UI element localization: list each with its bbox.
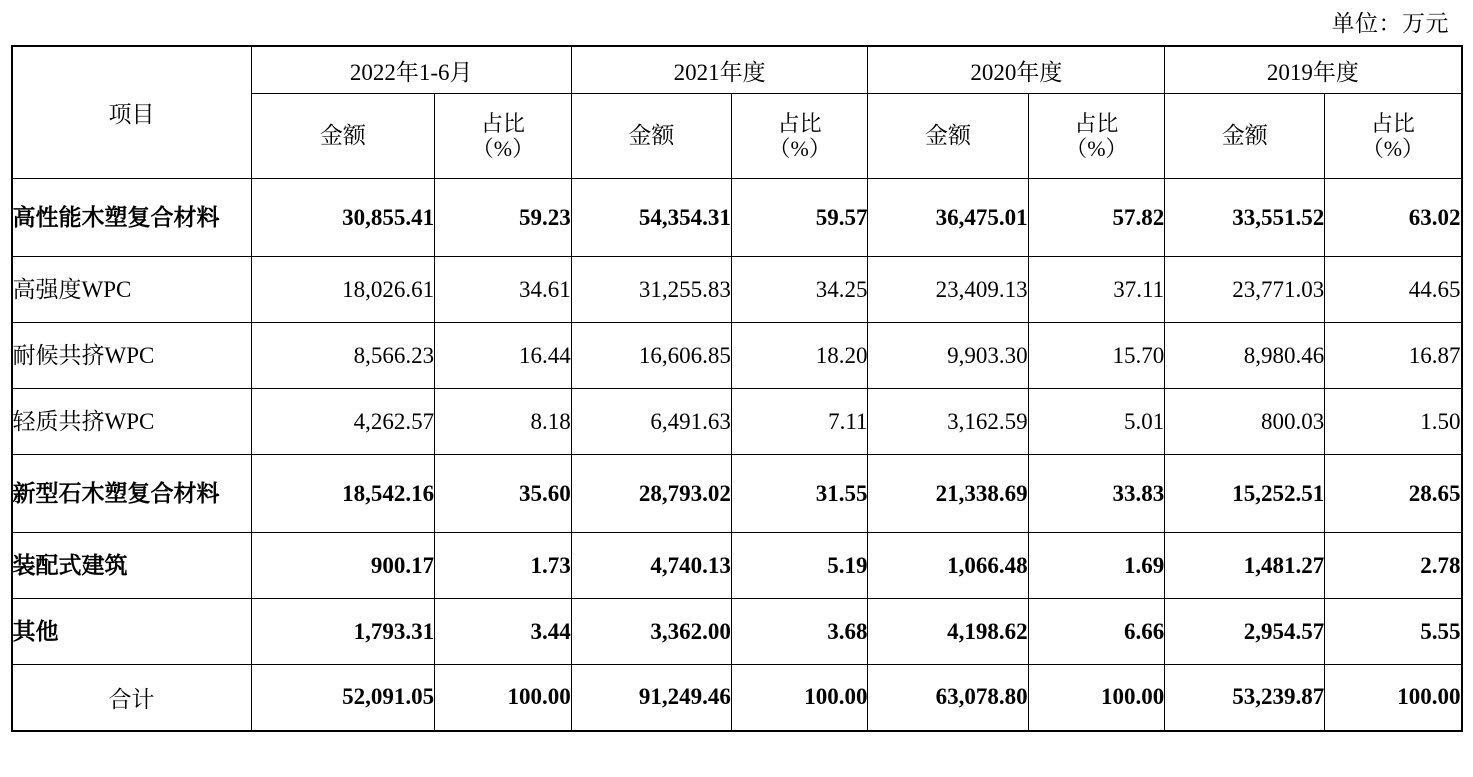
cell-4-0: 18,542.16 — [251, 455, 435, 533]
column-header-period-0: 2022年1-6月 — [251, 46, 571, 94]
cell-0-1: 59.23 — [435, 179, 572, 257]
cell-4-1: 35.60 — [435, 455, 572, 533]
row-label-6: 其他 — [12, 599, 252, 665]
cell-5-3: 5.19 — [731, 533, 868, 599]
cell-5-1: 1.73 — [435, 533, 572, 599]
row-label-5: 装配式建筑 — [12, 533, 252, 599]
cell-total-4: 63,078.80 — [868, 665, 1028, 731]
cell-5-5: 1.69 — [1028, 533, 1165, 599]
unit-note: 单位：万元 — [1331, 11, 1449, 36]
cell-6-4: 4,198.62 — [868, 599, 1028, 665]
row-label-4: 新型石木塑复合材料 — [12, 455, 252, 533]
cell-5-2: 4,740.13 — [571, 533, 731, 599]
cell-1-0: 18,026.61 — [251, 257, 435, 323]
column-header-period-2: 2020年度 — [868, 46, 1165, 94]
cell-2-0: 8,566.23 — [251, 323, 435, 389]
table-row — [12, 533, 1462, 599]
column-subheader-ratio-1: 占比 （%） — [731, 94, 868, 179]
cell-6-3: 3.68 — [731, 599, 868, 665]
cell-5-7: 2.78 — [1325, 533, 1462, 599]
column-header-period-3: 2019年度 — [1165, 46, 1462, 94]
row-label-1: 高强度WPC — [12, 257, 252, 323]
cell-4-3: 31.55 — [731, 455, 868, 533]
cell-2-5: 15.70 — [1028, 323, 1165, 389]
cell-3-4: 3,162.59 — [868, 389, 1028, 455]
cell-total-1: 100.00 — [435, 665, 572, 731]
column-subheader-ratio-2: 占比 （%） — [1028, 94, 1165, 179]
cell-4-4: 21,338.69 — [868, 455, 1028, 533]
cell-0-7: 63.02 — [1325, 179, 1462, 257]
row-label-total: 合计 — [12, 665, 252, 731]
cell-total-2: 91,249.46 — [571, 665, 731, 731]
cell-3-3: 7.11 — [731, 389, 868, 455]
cell-total-7: 100.00 — [1325, 665, 1462, 731]
revenue-breakdown-table — [11, 45, 1463, 732]
cell-1-5: 37.11 — [1028, 257, 1165, 323]
cell-1-1: 34.61 — [435, 257, 572, 323]
cell-1-3: 34.25 — [731, 257, 868, 323]
cell-0-4: 36,475.01 — [868, 179, 1028, 257]
cell-5-6: 1,481.27 — [1165, 533, 1325, 599]
cell-3-1: 8.18 — [435, 389, 572, 455]
cell-3-2: 6,491.63 — [571, 389, 731, 455]
column-subheader-amount-0: 金额 — [251, 94, 435, 179]
cell-1-2: 31,255.83 — [571, 257, 731, 323]
cell-4-2: 28,793.02 — [571, 455, 731, 533]
cell-total-5: 100.00 — [1028, 665, 1165, 731]
column-subheader-ratio-3: 占比 （%） — [1325, 94, 1462, 179]
cell-5-4: 1,066.48 — [868, 533, 1028, 599]
column-subheader-amount-3: 金额 — [1165, 94, 1325, 179]
cell-2-6: 8,980.46 — [1165, 323, 1325, 389]
cell-6-2: 3,362.00 — [571, 599, 731, 665]
column-header-period-1: 2021年度 — [571, 46, 868, 94]
row-label-2: 耐候共挤WPC — [12, 323, 252, 389]
cell-6-6: 2,954.57 — [1165, 599, 1325, 665]
table-header-row-periods — [12, 46, 1462, 94]
table-row — [12, 599, 1462, 665]
table-row — [12, 257, 1462, 323]
row-label-0: 高性能木塑复合材料 — [12, 179, 252, 257]
cell-3-5: 5.01 — [1028, 389, 1165, 455]
cell-total-3: 100.00 — [731, 665, 868, 731]
cell-4-6: 15,252.51 — [1165, 455, 1325, 533]
cell-3-6: 800.03 — [1165, 389, 1325, 455]
cell-2-2: 16,606.85 — [571, 323, 731, 389]
table-row — [12, 323, 1462, 389]
table-row — [12, 179, 1462, 257]
cell-total-6: 53,239.87 — [1165, 665, 1325, 731]
cell-1-4: 23,409.13 — [868, 257, 1028, 323]
column-header-item: 项目 — [12, 46, 252, 179]
cell-6-1: 3.44 — [435, 599, 572, 665]
cell-2-4: 9,903.30 — [868, 323, 1028, 389]
cell-2-1: 16.44 — [435, 323, 572, 389]
cell-6-5: 6.66 — [1028, 599, 1165, 665]
cell-0-6: 33,551.52 — [1165, 179, 1325, 257]
cell-2-7: 16.87 — [1325, 323, 1462, 389]
cell-3-0: 4,262.57 — [251, 389, 435, 455]
cell-2-3: 18.20 — [731, 323, 868, 389]
table-total-row — [12, 665, 1462, 731]
cell-0-2: 54,354.31 — [571, 179, 731, 257]
column-subheader-amount-2: 金额 — [868, 94, 1028, 179]
cell-0-3: 59.57 — [731, 179, 868, 257]
table-row — [12, 389, 1462, 455]
cell-3-7: 1.50 — [1325, 389, 1462, 455]
cell-0-5: 57.82 — [1028, 179, 1165, 257]
table-row — [12, 455, 1462, 533]
column-subheader-ratio-0: 占比 （%） — [435, 94, 572, 179]
row-label-3: 轻质共挤WPC — [12, 389, 252, 455]
cell-4-7: 28.65 — [1325, 455, 1462, 533]
cell-6-0: 1,793.31 — [251, 599, 435, 665]
cell-5-0: 900.17 — [251, 533, 435, 599]
cell-1-6: 23,771.03 — [1165, 257, 1325, 323]
column-subheader-amount-1: 金额 — [571, 94, 731, 179]
cell-6-7: 5.55 — [1325, 599, 1462, 665]
cell-0-0: 30,855.41 — [251, 179, 435, 257]
cell-total-0: 52,091.05 — [251, 665, 435, 731]
cell-1-7: 44.65 — [1325, 257, 1462, 323]
cell-4-5: 33.83 — [1028, 455, 1165, 533]
